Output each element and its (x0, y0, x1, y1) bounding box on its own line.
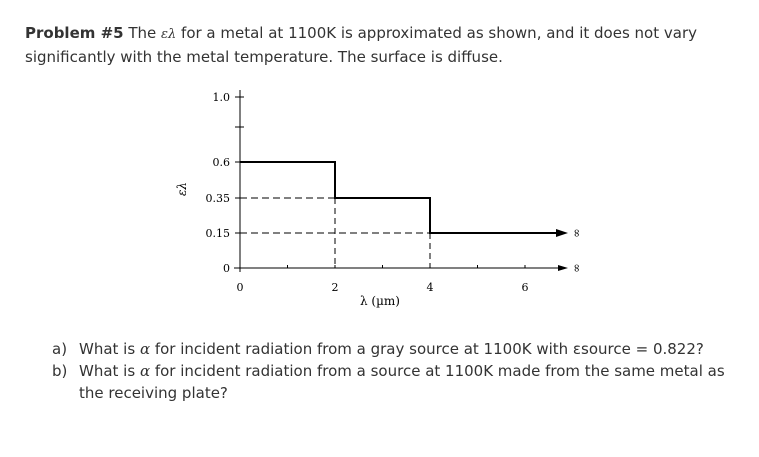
x-axis-label: λ (µm) (360, 294, 400, 308)
chart-guides (240, 198, 430, 268)
infinity-label: ∞ (570, 228, 583, 238)
chart-ticks (235, 97, 525, 268)
problem-heading: Problem #5 (25, 24, 124, 42)
question-b-alpha: α (139, 362, 151, 380)
series-arrowhead (556, 229, 568, 237)
y-tick-label: 0.15 (205, 227, 230, 240)
y-tick-label: 0.6 (212, 156, 230, 169)
question-b-text-rest: for incident radiation from a source at 1100K made from the same metal as the receiving plate? (79, 362, 725, 402)
x-tick-label: 6 (521, 281, 529, 294)
question-a-text-start: What is (79, 340, 140, 358)
question-a-alpha: α (139, 340, 151, 358)
question-b-label: b) (52, 362, 68, 380)
x-tick-label: 0 (236, 281, 244, 294)
x-tick-label: 4 (426, 281, 434, 294)
y-tick-label: 0.35 (205, 192, 230, 205)
y-tick-label: 1.0 (212, 91, 230, 104)
chart-axes (234, 90, 568, 272)
question-b-text-start: What is (79, 362, 140, 380)
y-axis-label: ελ (175, 181, 189, 197)
x-axis-arrowhead (558, 265, 568, 271)
chart-labels (175, 91, 583, 308)
question-a-text-rest: for incident radiation from a gray source at 1100K with εsource = 0.822? (150, 340, 704, 358)
infinity-label: ∞ (570, 263, 583, 273)
question-list (52, 338, 742, 404)
question-b (52, 360, 742, 404)
y-tick-label: 0 (223, 262, 230, 275)
problem-text-start: The (123, 24, 162, 42)
emissivity-symbol: ελ (161, 27, 177, 42)
chart-series (240, 162, 568, 237)
x-tick-label: 2 (331, 281, 339, 294)
problem-text-rest: for a metal at 1100K is approximated as shown, and it does not vary significantly with the metal temperature. The surface is diffuse. (25, 24, 697, 66)
question-a (52, 338, 742, 360)
question-a-label: a) (52, 340, 68, 358)
